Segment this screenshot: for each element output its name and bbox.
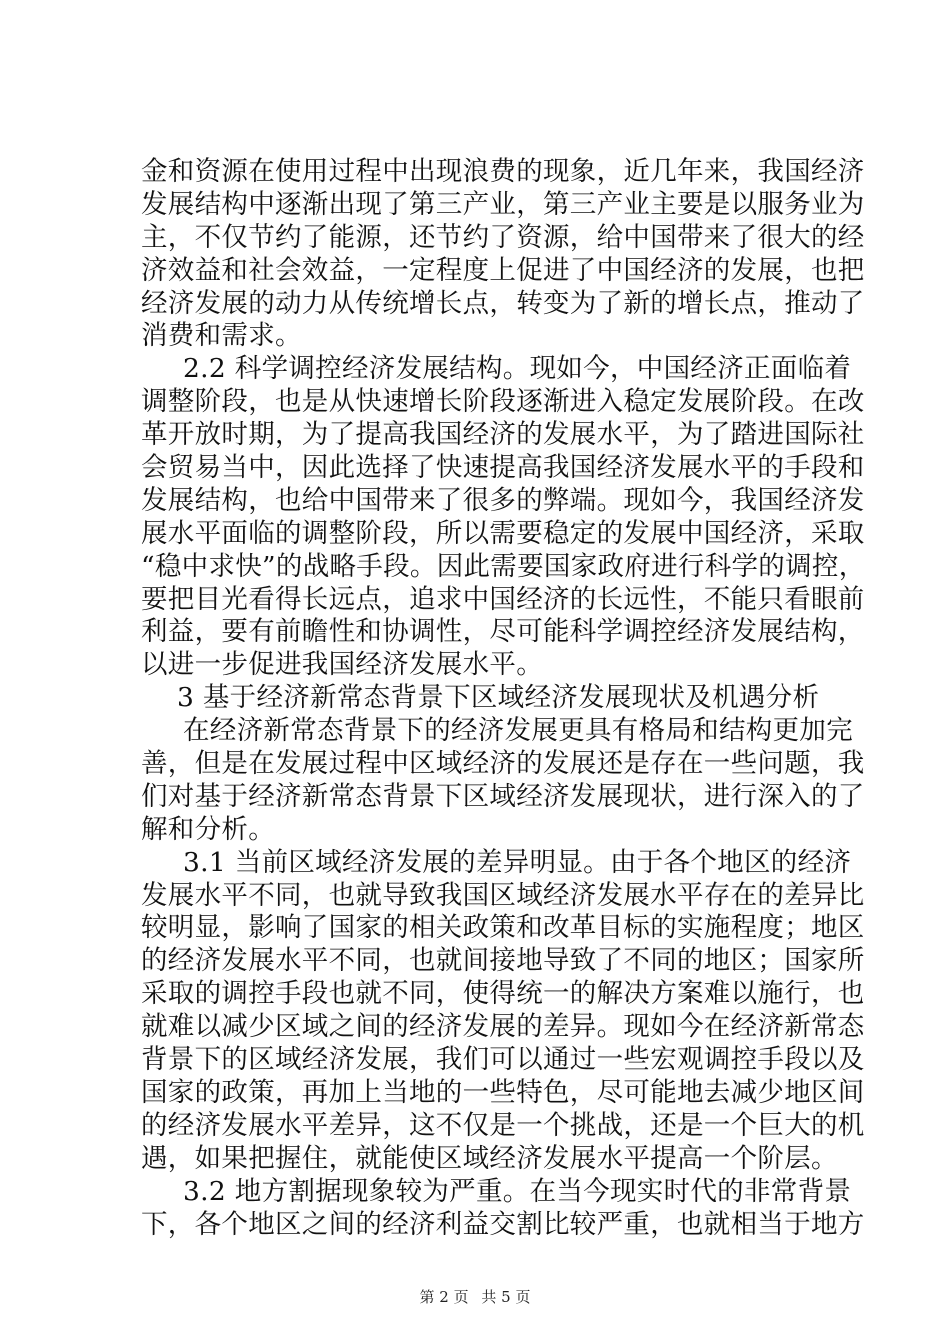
text-line: 消费和需求。 xyxy=(141,320,302,352)
text-line: 3.2 地方割据现象较为严重。在当今现实时代的非常背景 xyxy=(183,1175,852,1207)
text-line: 较明显，影响了国家的相关政策和改革目标的实施程度；地区 xyxy=(141,912,865,944)
text-line: 调整阶段，也是从快速增长阶段逐渐进入稳定发展阶段。在改 xyxy=(141,386,865,418)
body-text xyxy=(141,156,866,1241)
text-line: 国家的政策，再加上当地的一些特色，尽可能地去减少地区间 xyxy=(141,1076,865,1108)
page-footer xyxy=(0,1286,950,1307)
text-line: 采取的调控手段也就不同，使得统一的解决方案难以施行，也 xyxy=(141,978,865,1010)
text-line: 们对基于经济新常态背景下区域经济发展现状，进行深入的了 xyxy=(141,780,865,812)
text-line: 的经济发展水平差异，这不仅是一个挑战，还是一个巨大的机 xyxy=(141,1109,865,1141)
text-line: 的经济发展水平不同，也就间接地导致了不同的地区；国家所 xyxy=(141,945,865,977)
text-line: 遇，如果把握住，就能使区域经济发展水平提高一个阶层。 xyxy=(141,1142,838,1174)
text-line: 展水平面临的调整阶段，所以需要稳定的发展中国经济，采取 xyxy=(141,517,865,549)
page-number: 第 2 页 xyxy=(419,1288,469,1306)
text-line: 发展水平不同，也就导致我国区域经济发展水平存在的差异比 xyxy=(141,879,865,911)
text-line: 金和资源在使用过程中出现浪费的现象，近几年来，我国经济 xyxy=(141,156,865,187)
text-line: 发展结构，也给中国带来了很多的弊端。现如今，我国经济发 xyxy=(141,484,865,516)
text-line: 会贸易当中，因此选择了快速提高我国经济发展水平的手段和 xyxy=(141,452,865,484)
text-line: 善，但是在发展过程中区域经济的发展还是存在一些问题，我 xyxy=(141,748,865,780)
page-total: 共 5 页 xyxy=(481,1288,531,1306)
text-line: “稳中求快”的战略手段。因此需要国家政府进行科学的调控， xyxy=(141,550,866,582)
text-line: 利益，要有前瞻性和协调性，尽可能科学调控经济发展结构， xyxy=(141,616,865,648)
text-line: 背景下的区域经济发展，我们可以通过一些宏观调控手段以及 xyxy=(141,1044,865,1076)
text-line: 要把目光看得长远点，追求中国经济的长远性，不能只看眼前 xyxy=(141,583,865,615)
text-line: 解和分析。 xyxy=(141,813,275,845)
text-line: 以进一步促进我国经济发展水平。 xyxy=(141,649,543,681)
text-line: 发展结构中逐渐出现了第三产业，第三产业主要是以服务业为 xyxy=(141,188,865,220)
text-line: 就难以减少区域之间的经济发展的差异。现如今在经济新常态 xyxy=(141,1011,865,1043)
text-line: 主，不仅节约了能源，还节约了资源，给中国带来了很大的经 xyxy=(141,221,865,253)
text-line: 革开放时期，为了提高我国经济的发展水平，为了踏进国际社 xyxy=(141,419,865,451)
text-line: 3 基于经济新常态背景下区域经济发展现状及机遇分析 xyxy=(177,682,820,714)
text-line: 经济发展的动力从传统增长点，转变为了新的增长点，推动了 xyxy=(141,287,865,319)
text-line: 济效益和社会效益，一定程度上促进了中国经济的发展，也把 xyxy=(141,254,865,286)
text-line: 下，各个地区之间的经济利益交割比较严重，也就相当于地方 xyxy=(141,1208,865,1240)
text-line: 在经济新常态背景下的经济发展更具有格局和结构更加完 xyxy=(183,715,853,747)
text-line: 2.2 科学调控经济发展结构。现如今，中国经济正面临着 xyxy=(183,353,852,385)
text-line: 3.1 当前区域经济发展的差异明显。由于各个地区的经济 xyxy=(183,846,852,878)
